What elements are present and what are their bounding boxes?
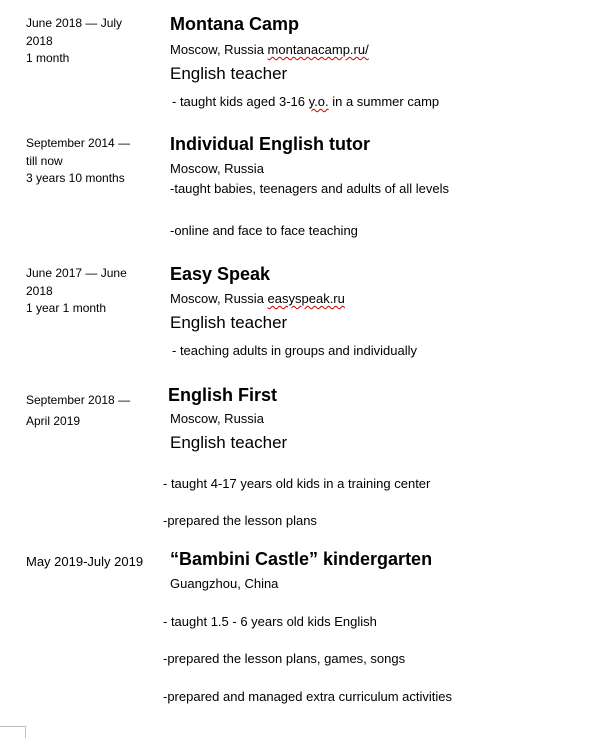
company-name: English First	[168, 385, 278, 405]
website-link[interactable]: easyspeak.ru	[267, 291, 345, 306]
job-bullet: -taught babies, teenagers and adults of all levels	[170, 181, 449, 196]
job-bullet: -prepared and managed extra curriculum activities	[163, 689, 453, 704]
job-role: English teacher	[170, 433, 288, 452]
job-location: Moscow, Russia	[170, 411, 264, 426]
date-line: June 2018 — July	[26, 16, 123, 30]
job-bullet: - taught 1.5 - 6 years old kids English	[163, 614, 377, 629]
job-bullet: -online and face to face teaching	[170, 223, 358, 238]
company-name: Montana Camp	[170, 14, 300, 34]
date-line: May 2019-July 2019	[26, 554, 144, 569]
date-line: April 2019	[26, 414, 81, 428]
job-date	[26, 135, 130, 188]
job-location	[170, 42, 369, 57]
job-bullet: - taught 4-17 years old kids in a training center	[163, 476, 431, 491]
company-name: “Bambini Castle” kindergarten	[170, 549, 433, 569]
job-bullet: -prepared the lesson plans	[163, 513, 317, 528]
job-bullet: - taught kids aged 3-16 y.o. in a summer camp	[172, 94, 440, 109]
date-line: June 2017 — June	[26, 266, 127, 280]
job-location	[170, 291, 345, 306]
location-text: Moscow, Russia	[170, 291, 264, 306]
date-line: till now	[26, 153, 63, 168]
location-text: Moscow, Russia	[170, 42, 264, 57]
date-line: 2018	[26, 283, 53, 298]
company-name: Easy Speak	[170, 264, 271, 284]
job-location: Guangzhou, China	[170, 576, 279, 591]
date-line: 1 month	[26, 51, 70, 65]
job-bullet: - teaching adults in groups and individually	[172, 343, 417, 358]
job-role: English teacher	[170, 313, 288, 332]
job-bullet: -prepared the lesson plans, games, songs	[163, 651, 406, 666]
job-date	[26, 265, 127, 318]
date-line: September 2018 —	[26, 393, 131, 407]
job-date	[26, 553, 143, 571]
date-line: September 2014 —	[26, 136, 131, 150]
date-line: 1 year 1 month	[26, 301, 107, 315]
page-corner-marker	[0, 726, 26, 738]
misspelled-word: y.o.	[308, 94, 329, 109]
job-date	[26, 15, 122, 68]
date-line: 2018	[26, 33, 53, 48]
job-date	[26, 390, 130, 432]
date-line: 3 years 10 months	[26, 171, 125, 185]
job-location: Moscow, Russia	[170, 161, 264, 176]
job-role: English teacher	[170, 64, 288, 83]
website-link[interactable]: montanacamp.ru/	[267, 42, 369, 57]
company-name: Individual English tutor	[170, 134, 370, 154]
